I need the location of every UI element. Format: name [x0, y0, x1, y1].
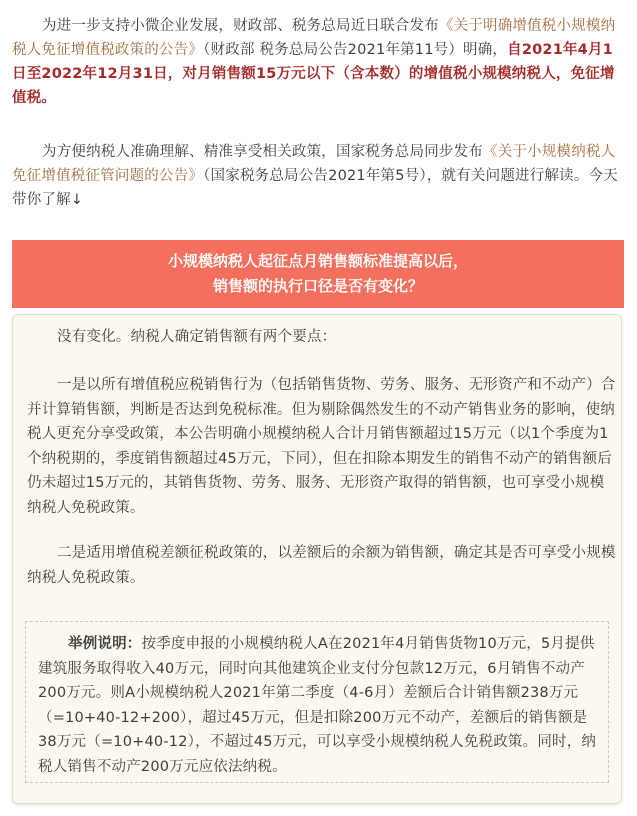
point-2-lead: 二是: [57, 545, 87, 561]
answer-box: [12, 314, 622, 804]
question-line-2: 销售额的执行口径是否有变化？: [212, 277, 423, 295]
policy-notice-link-1[interactable]: 《关于明确增值税小规模纳税人免征增值税政策的公告》: [12, 18, 616, 58]
answer-point-2: [27, 541, 617, 590]
example-paragraph: [38, 632, 598, 779]
question-banner: [12, 240, 624, 308]
intro-p1-highlight: 自2021年4月1日至2022年12月31日，对月销售额15万元以下（含本数）的增值税小规模纳税人，免征增值税。: [12, 42, 615, 106]
answer-summary: [27, 325, 617, 350]
answer-summary-text: 没有变化。纳税人确定销售额有两个要点：: [57, 329, 337, 345]
point-2-text: 适用增值税差额征税政策的，以差额后的余额为销售额，确定其是否可享受小规模纳税人免税政策。: [27, 545, 616, 586]
example-label: 举例说明：: [68, 636, 142, 652]
policy-notice-link-2[interactable]: 《关于小规模纳税人免征增值税征管问题的公告》: [12, 144, 616, 184]
point-1-lead: 一是: [57, 377, 87, 393]
intro-p1-prefix: 为进一步支持小微企业发展，财政部、税务总局近日联合发布: [42, 18, 439, 34]
intro-paragraph-2: [12, 140, 624, 212]
intro-p2-prefix: 为方便纳税人准确理解、精准享受相关政策，国家税务总局同步发布: [42, 144, 483, 160]
answer-point-1: [27, 373, 617, 520]
intro-p2-suffix: （国家税务总局公告2021年第5号），就有关问题进行解读。今天带你了解↓: [12, 168, 618, 208]
intro-p1-middle: （财政部 税务总局公告2021年第11号）明确，: [203, 42, 508, 58]
point-1-text: 以所有增值税应税销售行为（包括销售货物、劳务、服务、无形资产和不动产）合并计算销售额，判断是否达到免税标准。但为剔除偶然发生的不动产销售业务的影响，使纳税人更充分享受政策，本公告明确小规模纳税人合计月销售额超过15万元（以1个季度为1个纳税期的，季度销售额超过45万元，下同），但在扣除本期发生的销售不动产的销售额后仍未超过15万元的，其销售货物、劳务、服务、无形资产取得的销售额，也可享受小规模纳税人免税政策。: [27, 377, 616, 516]
intro-paragraph-1: [12, 14, 624, 110]
example-text: 按季度申报的小规模纳税人A在2021年4月销售货物10万元，5月提供建筑服务取得收入40万元，同时向其他建筑企业支付分包款12万元，6月销售不动产200万元。则A小规模纳税人2021年第二季度（4-6月）差额后合计销售额238万元（=10+40-12+200），超过45万元，但是扣除200万元不动产，差额后的销售额是38万元（=10+40-12），不超过45万元，可以享受小规模纳税人免税政策。同时，纳税人销售不动产200万元应依法纳税。: [38, 636, 597, 775]
example-box: [25, 621, 609, 783]
question-line-1: 小规模纳税人起征点月销售额标准提高以后，: [167, 252, 468, 270]
